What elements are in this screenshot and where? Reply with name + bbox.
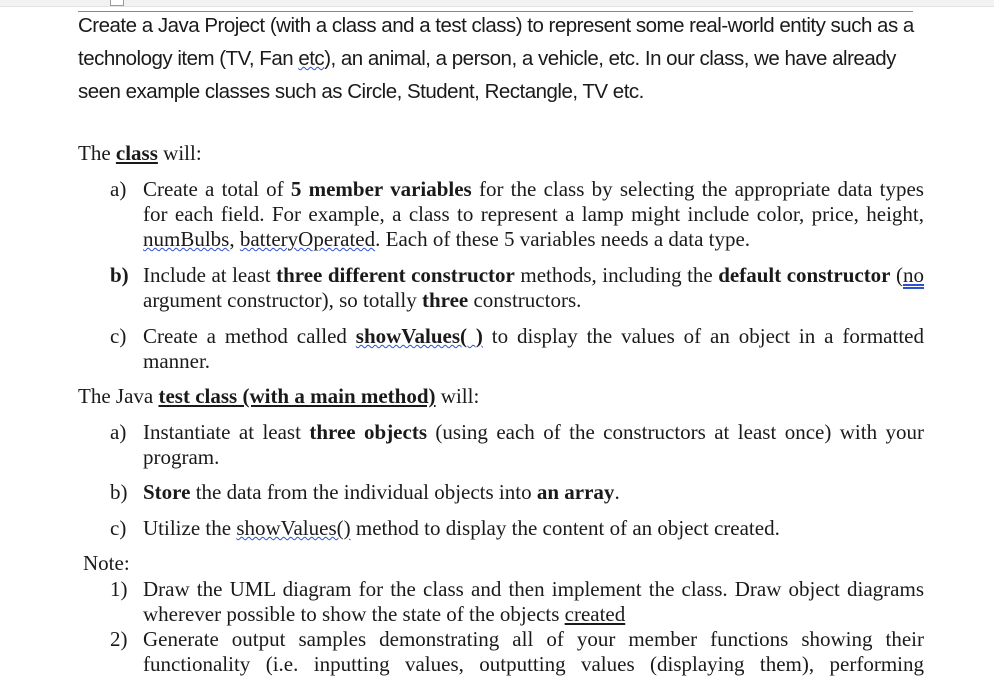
list-item-text: Utilize the showValues() method to display the content of an object created. — [143, 516, 780, 540]
list-item — [110, 516, 924, 541]
spelling-flag: numBulbs — [143, 227, 230, 251]
list-item — [110, 177, 924, 252]
list-item — [110, 480, 924, 505]
list-item-text: Generate output samples demonstrating all of your member functions showing their functionality (i.e. inputting values, outputting values (displaying them), performing — [143, 627, 924, 676]
list-item-text: Create a method called showValues( ) to display the values of an object in a formatted manner. — [143, 324, 924, 373]
list-marker: c) — [110, 324, 127, 348]
list-item-text: Include at least three different constructor methods, including the default constructor (no argument constructor), so totally three constructors. — [143, 263, 924, 312]
list-marker: a) — [110, 177, 127, 201]
intro-paragraph: Create a Java Project (with a class and a test class) to represent some real-world entity such as a technology item (TV, Fan etc), an animal, a person, a vehicle, etc. In our class, we have already seen example classes such as Circle, Student, Rectangle, TV etc. — [78, 14, 914, 103]
list-marker: b) — [110, 480, 128, 504]
ruler-band — [0, 0, 994, 7]
list-item — [110, 627, 924, 677]
spelling-flag: showValues( ) — [355, 324, 483, 348]
list-item-text: Store the data from the individual objects into an array. — [143, 480, 620, 504]
list-marker: c) — [110, 516, 127, 540]
class-section-heading: The class will: — [78, 141, 202, 165]
list-item-text: Draw the UML diagram for the class and then implement the class. Draw object diagrams wherever possible to show the state of the objects created — [143, 577, 924, 626]
list-item — [110, 324, 924, 374]
grammar-flag: no — [903, 263, 924, 287]
list-item-text: Create a total of 5 member variables for the class by selecting the appropriate data types for each field. For example, a class to represent a lamp might include color, price, height, numBulbs, batteryOperated. Each of these 5 variables needs a data type. — [143, 177, 924, 251]
list-item — [110, 420, 924, 470]
list-item — [110, 263, 924, 313]
page-corner-marker — [110, 0, 124, 6]
list-marker: a) — [110, 420, 127, 444]
list-item — [110, 577, 924, 627]
spelling-flag: etc — [298, 47, 325, 70]
list-marker: 2) — [110, 627, 128, 651]
test-section-heading: The Java test class (with a main method) will: — [78, 384, 480, 408]
spelling-flag: batteryOperated — [239, 227, 376, 251]
note-label: Note: — [83, 551, 130, 575]
spelling-flag: showValues() — [236, 516, 351, 540]
list-marker: b) — [110, 263, 129, 287]
list-item-text: Instantiate at least three objects (using each of the constructors at least once) with your program. — [143, 420, 924, 469]
list-marker: 1) — [110, 577, 128, 601]
